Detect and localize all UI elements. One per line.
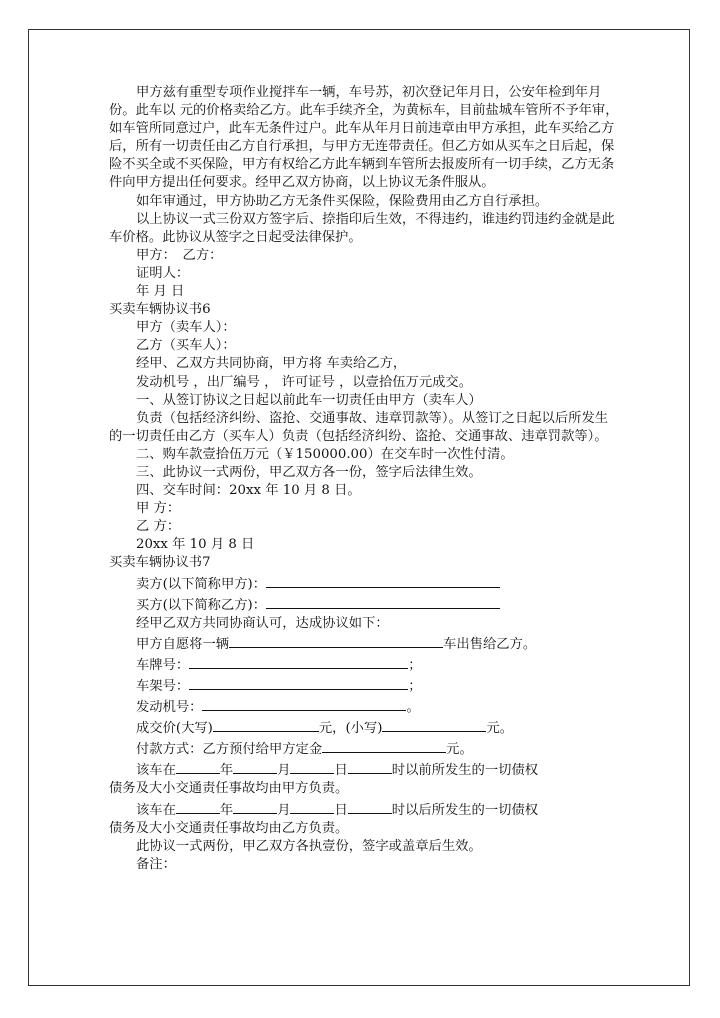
seller-label: 卖方(以下简称甲方)： <box>136 576 267 592</box>
before-year-label: 年 <box>219 763 234 779</box>
price-suffix: 元。 <box>486 721 514 737</box>
before-suffix: 时以前所发生的一切债权 <box>391 763 539 779</box>
seller-line <box>109 573 619 594</box>
plate-label: 车牌号： <box>136 657 190 673</box>
after-year-label: 年 <box>219 802 234 818</box>
after-hour-blank <box>348 799 392 814</box>
after-year-blank <box>176 799 220 814</box>
party-a-line: 甲方（卖车人）： <box>136 320 236 336</box>
frame-blank <box>189 675 408 690</box>
engine-blank <box>202 696 406 711</box>
agree-line: 经甲乙双方共同协商认可，达成协议如下： <box>136 615 389 631</box>
engine-label: 发动机号： <box>136 700 203 716</box>
date-line: 年 月 日 <box>136 284 185 300</box>
payment-line <box>109 738 619 759</box>
signature-line: 甲方： 乙方： <box>136 247 223 263</box>
sign-date: 20xx 年 10 月 8 日 <box>136 537 255 553</box>
sell-line <box>109 633 619 654</box>
before-year-blank <box>176 759 220 774</box>
paragraph-2: 如年审通过，甲方协助乙方无条件买保险，保险费用由乙方自行承担。 <box>136 193 549 209</box>
plate-blank <box>189 654 408 669</box>
price-upper-label: 成交价(大写) <box>136 721 213 737</box>
after-month-label: 月 <box>277 802 291 818</box>
item-2: 二、购车款壹拾伍万元（￥150000.00）在交车时一次性付清。 <box>136 446 514 462</box>
after-liability-cont: 债务及大小交通责任事故均由乙方负责。 <box>109 820 349 836</box>
sell-label: 甲方自愿将一辆 <box>136 636 230 652</box>
after-suffix: 时以后所发生的一切债权 <box>391 802 539 818</box>
agreement-7-title: 买卖车辆协议书7 <box>109 555 211 571</box>
sign-party-a: 甲 方： <box>136 501 181 517</box>
after-day-blank <box>290 799 334 814</box>
item-3: 三、此协议一式两份，甲乙双方各一份，签字后法律生效。 <box>136 464 482 480</box>
paragraph-1: 甲方兹有重型专项作业搅拌车一辆，车号苏，初次登记年月日，公安年检到年月份。此车以 元的价格卖给乙方。此车手续齐全，为黄标车，目前盐城车管所不予年审，如车管所同意过户，此车无条件过户。此车从年月日前违章由甲方承担，此车买给乙方后，所有一切责任由乙方自行承担，与甲方无连带责任。但乙方如从买车之日后起，保险不买全或不买保险，甲方有权给乙方此车辆到车管所去报废所有一切手续，乙方无条件向甲方提出任何要求。经甲乙双方协商，以上协议无条件服从。 <box>109 85 619 191</box>
engine-number-line <box>109 696 619 717</box>
agreement-6-title: 买卖车辆协议书6 <box>109 302 211 318</box>
item-1-body: 负责（包括经济纠纷、盗抢、交通事故、违章罚款等）。从签订之日起以后所发生的一切责任由乙方（买车人）负责（包括经济纠纷、盗抢、交通事故、违章罚款等）。 <box>109 410 609 444</box>
paragraph-3: 以上协议一式三份双方签字后、捺指印后生效，不得违约，谁违约罚违约金就是此车价格。此协议从签字之日起受法律保护。 <box>109 211 615 245</box>
sign-party-b: 乙 方： <box>136 519 181 535</box>
item-1-heading: 一、从签订协议之日起以前此车一切责任由甲方（卖车人） <box>136 392 482 408</box>
before-liability-cont: 债务及大小交通责任事故均由甲方负责。 <box>109 781 349 797</box>
sell-suffix: 车出售给乙方。 <box>443 636 537 652</box>
payment-label: 付款方式：乙方预付给甲方定金 <box>136 742 323 758</box>
witness-line: 证明人： <box>136 265 190 281</box>
plate-line <box>109 654 619 675</box>
buyer-blank <box>266 594 500 609</box>
party-b-line: 乙方（买车人）： <box>136 338 236 354</box>
before-label: 该车在 <box>136 763 176 779</box>
engine-line: 发动机号 ，出厂编号 ， 许可证号 ，以壹拾伍万元成交。 <box>136 374 473 390</box>
after-day-label: 日 <box>334 802 348 818</box>
vehicle-blank <box>229 633 443 648</box>
payment-suffix: 元。 <box>446 742 473 758</box>
before-month-blank <box>233 759 277 774</box>
seller-blank <box>266 573 500 588</box>
before-day-label: 日 <box>334 763 348 779</box>
after-month-blank <box>233 799 277 814</box>
item-4: 四、交车时间：20xx 年 10 月 8 日。 <box>136 483 361 499</box>
price-line <box>109 717 619 738</box>
buyer-label: 买方(以下简称乙方)： <box>136 597 267 613</box>
before-liability-line <box>109 759 619 780</box>
document-body <box>109 84 619 874</box>
frame-semicolon: ； <box>408 679 422 694</box>
frame-label: 车架号： <box>136 679 190 694</box>
copies-line: 此协议一式两份，甲乙双方各执壹份，签字或盖章后生效。 <box>136 838 482 854</box>
deposit-blank <box>322 738 446 753</box>
before-hour-blank <box>348 759 392 774</box>
price-lower-blank <box>382 717 486 732</box>
agreement-line: 经甲、乙双方共同协商，甲方将 车卖给乙方， <box>136 356 407 372</box>
after-label: 该车在 <box>136 802 176 818</box>
before-day-blank <box>290 759 334 774</box>
plate-semicolon: ； <box>408 657 422 673</box>
price-upper-blank <box>213 717 319 732</box>
after-liability-line <box>109 799 619 820</box>
frame-line <box>109 675 619 696</box>
note-line: 备注： <box>136 856 176 872</box>
engine-period: 。 <box>406 700 420 716</box>
before-month-label: 月 <box>277 763 291 779</box>
buyer-line <box>109 594 619 615</box>
price-lower-label: 元，(小写) <box>318 721 383 737</box>
